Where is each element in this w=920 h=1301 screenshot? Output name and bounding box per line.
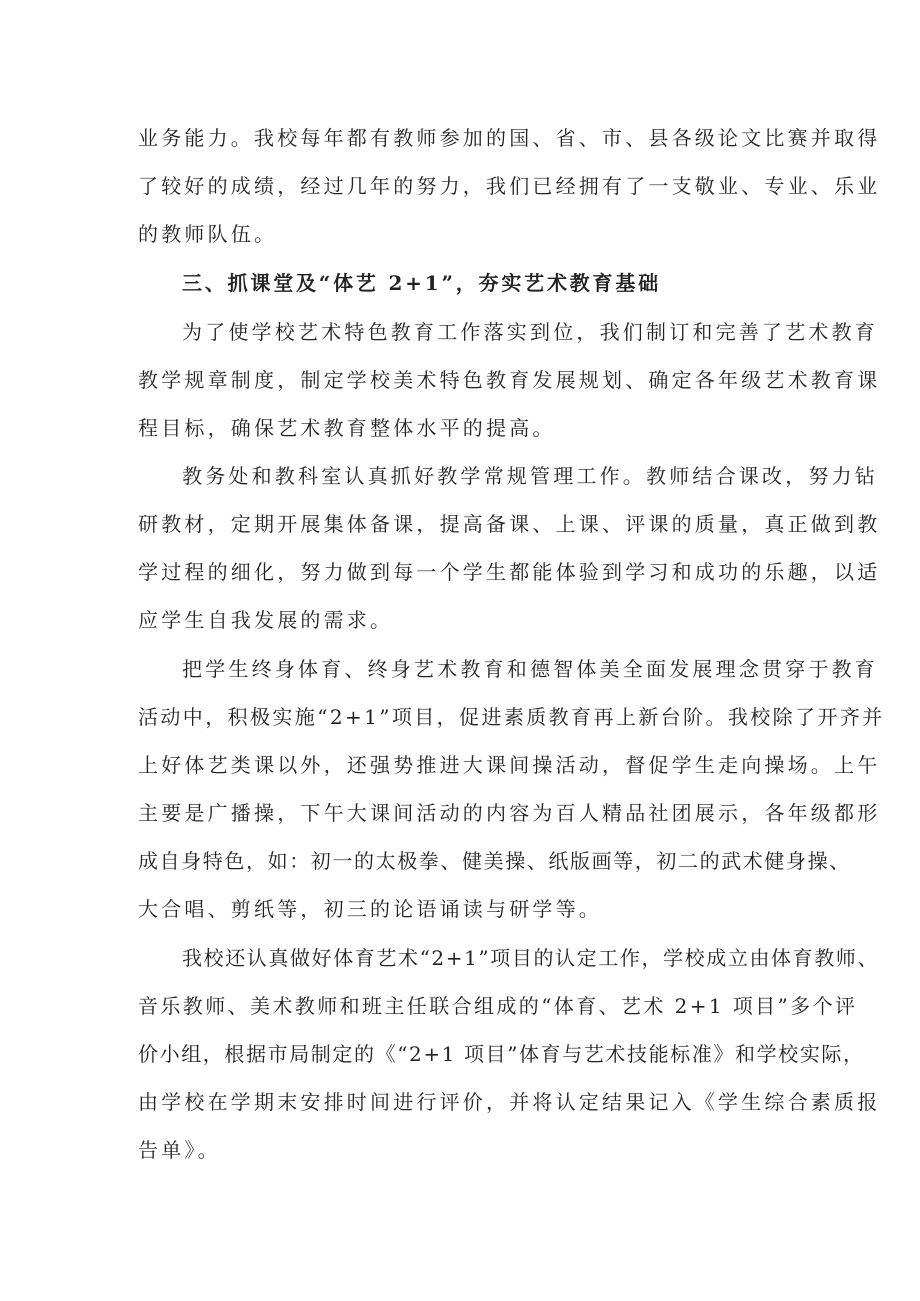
paragraph-line: 活动中，积极实施“2+1”项目，促进素质教育再上新台阶。我校除了开齐并 [138, 705, 885, 729]
paragraph-line: 为了使学校艺术特色教育工作落实到位，我们制订和完善了艺术教育 [182, 320, 878, 344]
paragraph-line: 由学校在学期末安排时间进行评价，并将认定结果记入《学生综合素质报 [138, 1090, 881, 1114]
paragraph-line: 告单》。 [138, 1138, 221, 1162]
paragraph-line: 把学生终身体育、终身艺术教育和德智体美全面发展理念贯穿于教育 [182, 657, 878, 681]
paragraph-line: 主要是广播操，下午大课间活动的内容为百人精品社团展示，各年级都形 [138, 801, 881, 825]
paragraph-line: 我校还认真做好体育艺术“2+1”项目的认定工作，学校成立由体育教师、 [182, 946, 880, 970]
paragraph-line: 学过程的细化，努力做到每一个学生都能体验到学习和成功的乐趣，以适 [138, 560, 881, 584]
paragraph-line: 应学生自我发展的需求。 [138, 608, 394, 632]
paragraph-line: 价小组，根据市局制定的《“2+1 项目”体育与艺术技能标准》和学校实际， [138, 1042, 865, 1066]
paragraph-line: 了较好的成绩，经过几年的努力，我们已经拥有了一支敬业、专业、乐业 [138, 174, 881, 198]
paragraph-line: 上好体艺类课以外，还强势推进大课间操活动，督促学生走向操场。上午 [138, 753, 881, 777]
paragraph-line: 程目标，确保艺术教育整体水平的提高。 [138, 416, 556, 440]
paragraph-line: 的教师队伍。 [138, 222, 278, 246]
paragraph-line: 音乐教师、美术教师和班主任联合组成的“体育、艺术 2+1 项目”多个评 [138, 994, 858, 1018]
paragraph-line: 教务处和教科室认真抓好教学常规管理工作。教师结合课改，努力钻 [182, 464, 878, 488]
paragraph-line: 大合唱、剪纸等，初三的论语诵读与研学等。 [138, 897, 602, 921]
paragraph-line: 成自身特色，如：初一的太极拳、健美操、纸版画等，初二的武术健身操、 [138, 849, 851, 873]
paragraph-line: 研教材，定期开展集体备课，提高备课、上课、评课的质量，真正做到教 [138, 512, 881, 536]
paragraph-line: 业务能力。我校每年都有教师参加的国、省、市、县各级论文比赛并取得 [138, 126, 881, 150]
section-heading: 三、抓课堂及“体艺 2+1”，夯实艺术教育基础 [182, 271, 661, 295]
paragraph-line: 教学规章制度，制定学校美术特色教育发展规划、确定各年级艺术教育课 [138, 368, 881, 392]
